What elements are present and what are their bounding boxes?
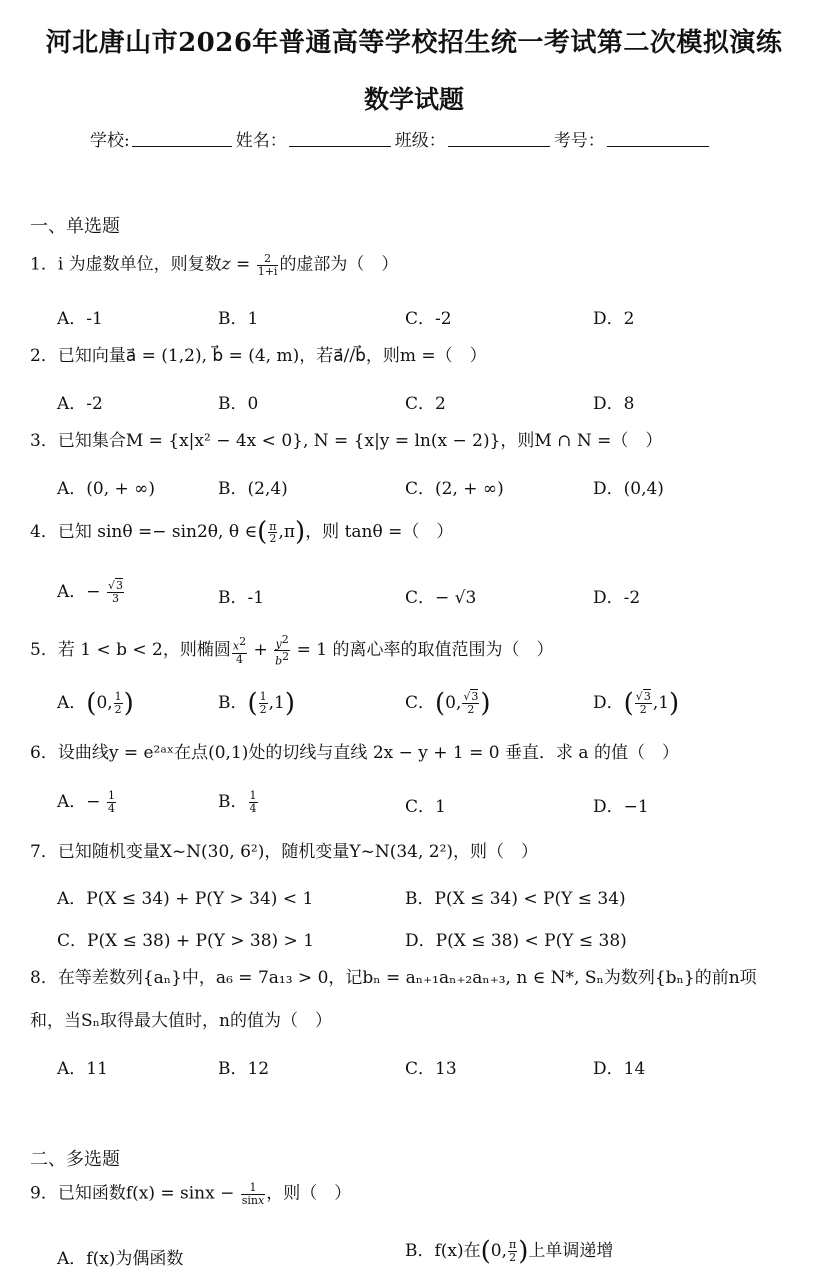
question-1: 1．i 为虚数单位，则复数z = $\frac{2}{1+i}$ 的虚部为（ ）	[30, 252, 399, 278]
question-9	[30, 1182, 351, 1206]
q8-option-a: A．11	[57, 1059, 108, 1079]
q2-option-b: B．0	[218, 394, 259, 414]
q4-option-a-label: A．	[57, 582, 87, 602]
question-3: 3．已知集合M = {x|x² − 4x < 0}, N = {x|y = ln(x − 2)}，则M ∩ N =（ ）	[30, 431, 663, 451]
q2-option-d: D．8	[593, 394, 635, 414]
question-8-line-1: 8．在等差数列{aₙ}中，a₆ = 7a₁₃ > 0，记bₙ = aₙ₊₁aₙ₊₂aₙ₊₃, n ∈ N*, Sₙ为数列{bₙ}的前n项	[30, 968, 757, 988]
q5-option-b: B．( $\frac{1}{2}$ ,1)	[218, 688, 296, 719]
question-8-line-2: 和，当Sₙ取得最大值时，n的值为（ ）	[30, 1011, 332, 1031]
fraction: $\frac{√3}{2}$	[463, 690, 479, 716]
q3-option-d: D．(0,4)	[593, 479, 664, 499]
class-label: 班级：	[394, 131, 446, 151]
q5-option-b-label: B．	[218, 693, 248, 713]
q5-option-c: C．(0, $\frac{√3}{2}$ )	[405, 688, 491, 719]
question-9-text-end: ，则（ ）	[266, 1183, 352, 1204]
fraction: $\frac{1}{4}$	[249, 789, 257, 815]
student-info-row	[90, 126, 713, 151]
q6-option-b-label: B．	[218, 792, 248, 812]
question-7: 7．已知随机变量X~N(30, 6²)，随机变量Y~N(34, 2²)，则（ ）	[30, 842, 539, 862]
q4-option-a: A．− $\frac{√3}{3}$	[57, 579, 123, 605]
fraction: $\frac{1}{4}$	[107, 789, 115, 815]
q1-option-b: B．1	[218, 309, 259, 329]
fraction: $\frac{x^2}{4}$	[232, 635, 247, 666]
fraction: $\frac{1}{2}$	[259, 690, 267, 716]
q5-option-d-label: D．	[593, 693, 624, 713]
q3-option-b: B．(2,4)	[218, 479, 288, 499]
name-blank	[289, 145, 391, 147]
q8-option-d: D．14	[593, 1059, 646, 1079]
q5-option-c-label: C．	[405, 693, 436, 713]
exam-title: 河北唐山市2026年普通高等学校招生统一考试第二次模拟演练	[45, 28, 783, 58]
fraction: $\frac{2}{1+i}$	[257, 252, 278, 278]
q6-option-a-label: A．	[57, 792, 87, 812]
fraction: $\frac{1}{2}$	[114, 690, 122, 716]
q4-option-c: C．− √3	[405, 588, 477, 608]
q3-option-a: A．(0, + ∞)	[57, 479, 155, 499]
q2-option-c: C．2	[405, 394, 446, 414]
q6-option-d: D．−1	[593, 797, 649, 817]
question-1-text-end: 的虚部为（ ）	[279, 254, 399, 275]
q4-option-b: B．-1	[218, 588, 265, 608]
fraction: $\frac{\pi}{2}$	[509, 1238, 517, 1264]
fraction: $\frac{y^2}{b^2}$	[275, 633, 290, 668]
fraction: $\frac{√3}{3}$	[107, 579, 123, 605]
fraction: $\frac{\pi}{2}$	[269, 519, 277, 546]
q7-option-a: A．P(X ≤ 34) + P(Y > 34) < 1	[57, 889, 314, 909]
q9-option-b-label: B．f(x)在	[405, 1241, 481, 1261]
question-1-text: 1．i 为虚数单位，则复数	[30, 254, 222, 275]
q3-option-c: C．(2, + ∞)	[405, 479, 504, 499]
q1-option-d: D．2	[593, 309, 635, 329]
question-5: 5．若 1 < b < 2，则椭圆 $\frac{x^2}{4}$ + $\frac{y^2}{b^2}$ = 1 的离心率的取值范围为（ ）	[30, 633, 554, 668]
question-5-text: 5．若 1 < b < 2，则椭圆	[30, 640, 231, 661]
number-blank	[607, 145, 709, 147]
q7-option-c: C．P(X ≤ 38) + P(Y > 38) > 1	[57, 931, 315, 951]
q6-option-b	[218, 787, 259, 815]
section-single-choice: 一、单选题	[30, 216, 120, 237]
question-4-text: 4．已知 sinθ =− sin2θ, θ ∈	[30, 522, 258, 543]
q6-option-c: C．1	[405, 797, 446, 817]
q5-option-a: A．(0, $\frac{1}{2}$ )	[57, 688, 134, 719]
q8-option-b: B．12	[218, 1059, 270, 1079]
fraction: $\frac{1}{\sin x}$	[241, 1181, 265, 1207]
school-blank	[132, 145, 232, 147]
name-label: 姓名：	[235, 131, 287, 151]
q9-option-b-end: 上单调递增	[528, 1241, 614, 1261]
q2-option-a: A．-2	[57, 394, 103, 414]
fraction: $\frac{√3}{2}$	[635, 690, 651, 716]
q1-option-c: C．-2	[405, 309, 452, 329]
class-blank	[448, 145, 550, 147]
q7-option-b: B．P(X ≤ 34) < P(Y ≤ 34)	[405, 889, 626, 909]
question-4: 4．已知 sinθ =− sin2θ, θ ∈( $\frac{\pi}{2}$ ,π)，则 tanθ =（ ）	[30, 517, 454, 547]
q9-option-b: B．f(x)在(0, $\frac{\pi}{2}$ )上单调递增	[405, 1236, 614, 1267]
question-5-text-end: = 1 的离心率的取值范围为（ ）	[291, 640, 554, 661]
q8-option-c: C．13	[405, 1059, 457, 1079]
q6-option-a: A．− $\frac{1}{4}$	[57, 789, 115, 815]
section-multi-choice: 二、多选题	[30, 1149, 120, 1170]
question-2: 2．已知向量a⃗ = (1,2), b⃗ = (4, m)，若a⃗//b⃗，则m =（ ）	[30, 346, 487, 366]
q4-option-d: D．-2	[593, 588, 641, 608]
exam-subtitle: 数学试题	[363, 85, 464, 114]
q5-option-d: D．( $\frac{√3}{2}$ ,1)	[593, 688, 680, 719]
q9-option-a: A．f(x)为偶函数	[57, 1249, 184, 1269]
q7-option-d: D．P(X ≤ 38) < P(Y ≤ 38)	[405, 931, 627, 951]
question-6: 6．设曲线y = e²ᵃˣ在点(0,1)处的切线与直线 2x − y + 1 = 0 垂直．求 a 的值（ ）	[30, 743, 679, 763]
question-9-text: 9．已知函数f(x) = sinx −	[30, 1183, 235, 1204]
school-label: 学校:	[90, 131, 130, 151]
number-label: 考号：	[553, 131, 605, 151]
question-4-text-end: ，则 tanθ =（ ）	[305, 522, 454, 543]
q1-option-a: A．-1	[57, 309, 103, 329]
q5-option-a-label: A．	[57, 693, 87, 713]
